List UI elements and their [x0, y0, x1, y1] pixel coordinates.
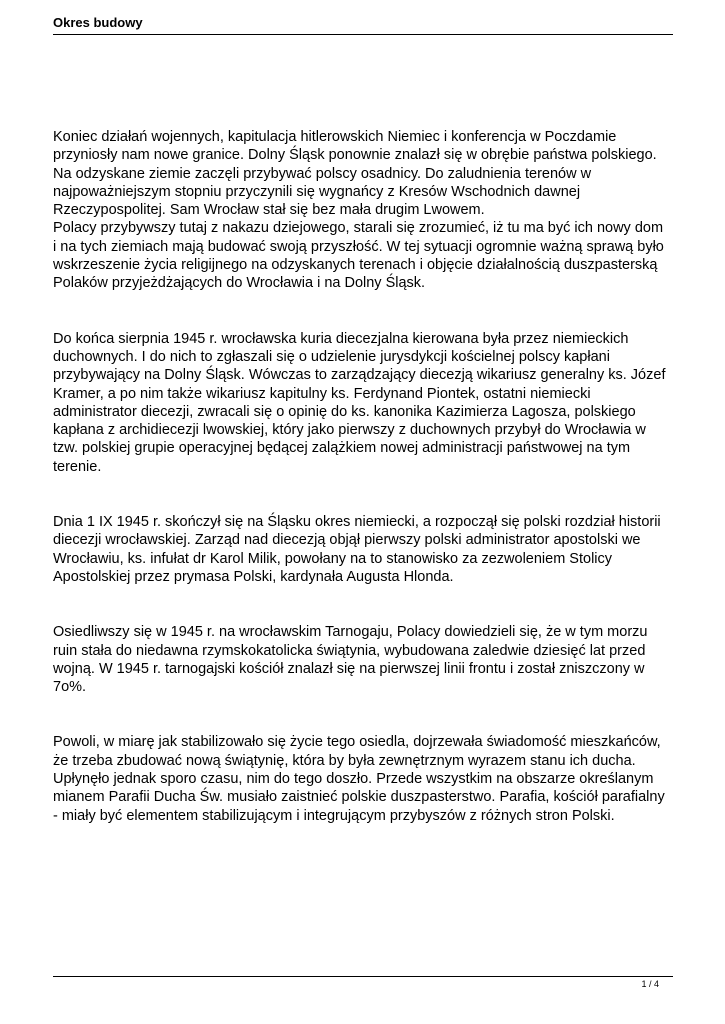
paragraph-5: Powoli, w miarę jak stabilizowało się życie tego osiedla, dojrzewała świadomość mieszkańców, że trzeba zbudować nową świątynię, która by była zewnętrznym wyrazem stanu ich ducha. Upłynęło jednak sporo czasu, nim do tego doszło. Przede wszystkim na obszarze określanym mianem Parafii Ducha Św. musiało zaistnieć polskie duszpasterstwo. Parafia, kościół parafialny - miały być elementem stabilizującym i integrującym przybyszów z różnych stron Polski. [53, 734, 665, 824]
paragraph-spacer [53, 696, 675, 733]
footer-divider [53, 976, 673, 977]
paragraph-3: Dnia 1 IX 1945 r. skończył się na Śląsku okres niemiecki, a rozpoczął się polski rozdział historii diecezji wrocławskiej. Zarząd nad diecezją objął pierwszy polski administrator apostolski we Wrocławiu, ks. infułat dr Karol Milik, powołany na to stanowisko za zezwoleniem Stolicy Apostolskiej przez prymasa Polski, kardynała Augusta Hlonda. [53, 514, 661, 585]
paragraph-4: Osiedliwszy się w 1945 r. na wrocławskim Tarnogaju, Polacy dowiedzieli się, że w tym morzu ruin stała do niedawna rzymskokatolicka świątynia, wybudowana zaledwie dziesięć lat przed wojną. W 1945 r. tarnogajski kościół znalazł się na pierwszej linii frontu i został zniszczony w 7o%. [53, 624, 648, 696]
page-header-title: Okres budowy [53, 15, 143, 30]
paragraph-1: Koniec działań wojennych, kapitulacja hitlerowskich Niemiec i konferencja w Poczdamie przyniosły nam nowe granice. Dolny Śląsk ponownie znalazł się w obrębie państwa polskiego. Na odzyskane ziemie zaczęli przybywać polscy osadnicy. Do zaludnienia terenów w najpoważniejszym stopniu przyczynili się wygnańcy z Kresów Wschodnich dawnej Rzeczypospolitej. Sam Wrocław stał się bez mała drugim Lwowem. Polacy przybywszy tutaj z nakazu dziejowego, starali się zrozumieć, iż tu ma być ich nowy dom i na tych ziemiach mają budować swoją przyszłość. W tej sytuacji ogromnie ważną sprawą było wskrzeszenie życia religijnego na odzyskanych terenach i objęcie działalnością duszpasterską Polaków przyjeżdżających do Wrocławia i na Dolny Śląsk. [53, 129, 664, 292]
paragraph-spacer [53, 586, 675, 623]
paragraph-spacer [53, 476, 675, 513]
header-divider [53, 34, 673, 35]
paragraph-2: Do końca sierpnia 1945 r. wrocławska kuria diecezjalna kierowana była przez niemieckich duchownych. I do nich to zgłaszali się o udzielenie jurysdykcji kościelnej polscy kapłani przybywający na Dolny Śląsk. Wówczas to zarządzający diecezją wikariusz generalny ks. Józef Kramer, a po nim także wikariusz kapitulny ks. Ferdynand Piontek, ostatni niemiecki administrator diecezji, zwracali się o opinię do ks. kanonika Kazimierza Lagosza, polskiego kapłana z archidiecezji lwowskiej, który jako pierwszy z duchownych przybył do Wrocławia w tzw. polskiej grupie operacyjnej będącej zalążkiem nowej administracji państwowej na tym terenie. [53, 330, 666, 475]
page-number: 1 / 4 [641, 979, 659, 989]
document-body [53, 128, 675, 825]
paragraph-spacer [53, 293, 675, 330]
